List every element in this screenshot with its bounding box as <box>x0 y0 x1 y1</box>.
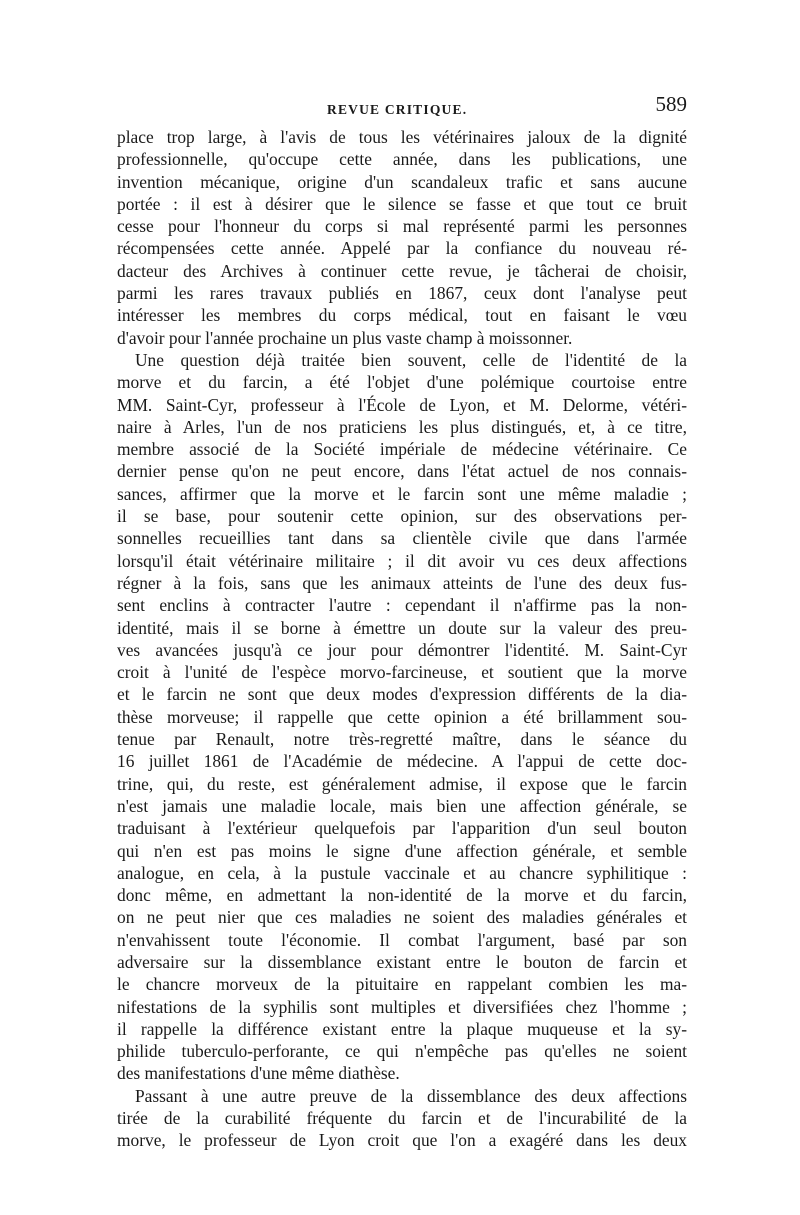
body-text <box>117 126 687 1152</box>
page-number: 589 <box>655 92 687 116</box>
text-line: naire à Arles, l'un de nos praticiens les plus distingués, et, à ce titre, <box>117 416 687 437</box>
text-line: portée : il est à désirer que le silence se fasse et que tout ce bruit <box>117 193 687 214</box>
text-line: morve, le professeur de Lyon croit que l'on a exagéré dans les deux <box>117 1130 687 1151</box>
text-line: philide tuberculo-perforante, ce qui n'empêche pas qu'elles ne soient <box>117 1041 687 1062</box>
text-line: analogue, en cela, à la pustule vaccinale et au chancre syphilitique : <box>117 862 687 883</box>
text-line: récompensées cette année. Appelé par la confiance du nouveau ré- <box>117 238 687 259</box>
text-line: qui n'en est pas moins le signe d'une affection générale, et semble <box>117 840 687 861</box>
text-line: il rappelle la différence existant entre la plaque muqueuse et la sy- <box>117 1018 687 1039</box>
text-line: n'est jamais une maladie locale, mais bien une affection générale, se <box>117 795 687 816</box>
text-line: intéresser les membres du corps médical, tout en faisant le vœu <box>117 305 687 326</box>
text-line: dacteur des Archives à continuer cette revue, je tâcherai de choisir, <box>117 260 687 281</box>
text-line: tenue par Renault, notre très-regretté maître, dans le séance du <box>117 729 687 750</box>
text-line: lorsqu'il était vétérinaire militaire ; il dit avoir vu ces deux affections <box>117 550 687 571</box>
text-line: sances, affirmer que la morve et le farcin sont une même maladie ; <box>117 483 687 504</box>
text-line: MM. Saint-Cyr, professeur à l'École de Lyon, et M. Delorme, vétéri- <box>117 394 687 415</box>
text-line: sent enclins à contracter l'autre : cependant il n'affirme pas la non- <box>117 595 687 616</box>
text-line: cesse pour l'honneur du corps si mal représenté parmi les personnes <box>117 216 687 237</box>
text-line: Une question déjà traitée bien souvent, celle de l'identité de la <box>135 349 687 370</box>
text-line: croit à l'unité de l'espèce morvo-farcineuse, et soutient que la morve <box>117 662 687 683</box>
text-line: et le farcin ne sont que deux modes d'expression différents de la dia- <box>117 684 687 705</box>
text-line: il se base, pour soutenir cette opinion, sur des observations per- <box>117 506 687 527</box>
text-line: parmi les rares travaux publiés en 1867, ceux dont l'analyse peut <box>117 283 687 304</box>
text-line: donc même, en admettant la non-identité de la morve et du farcin, <box>117 885 687 906</box>
text-line: des manifestations d'une même diathèse. <box>117 1063 400 1084</box>
document-page <box>117 92 687 1152</box>
text-line: le chancre morveux de la pituitaire en rappelant combien les ma- <box>117 974 687 995</box>
text-line: dernier pense qu'on ne peut encore, dans l'état actuel de nos connais- <box>117 461 687 482</box>
text-line: 16 juillet 1861 de l'Académie de médecine. A l'appui de cette doc- <box>117 751 687 772</box>
text-line: on ne peut nier que ces maladies ne soient des maladies générales et <box>117 907 687 928</box>
text-line: ves avancées jusqu'à ce jour pour démontrer l'identité. M. Saint-Cyr <box>117 639 687 660</box>
running-head: REVUE CRITIQUE. <box>327 102 468 117</box>
text-line: identité, mais il se borne à émettre un doute sur la valeur des preu- <box>117 617 687 638</box>
text-line: trine, qui, du reste, est généralement admise, il expose que le farcin <box>117 773 687 794</box>
text-line: régner à la fois, sans que les animaux atteints de l'une des deux fus- <box>117 572 687 593</box>
text-line: sonnelles recueillies tant dans sa clientèle civile que dans l'armée <box>117 528 687 549</box>
text-line: professionnelle, qu'occupe cette année, dans les publications, une <box>117 149 687 170</box>
text-line: traduisant à l'extérieur quelquefois par l'apparition d'un seul bouton <box>117 818 687 839</box>
text-line: Passant à une autre preuve de la dissemblance des deux affections <box>135 1085 687 1106</box>
page-header <box>117 92 687 126</box>
text-line: d'avoir pour l'année prochaine un plus vaste champ à moissonner. <box>117 327 573 348</box>
text-line: nifestations de la syphilis sont multiples et diversifiées chez l'homme ; <box>117 996 687 1017</box>
text-line: n'envahissent toute l'économie. Il combat l'argument, basé par son <box>117 929 687 950</box>
text-line: adversaire sur la dissemblance existant entre le bouton de farcin et <box>117 951 687 972</box>
text-line: invention mécanique, origine d'un scandaleux trafic et sans aucune <box>117 171 687 192</box>
text-line: morve et du farcin, a été l'objet d'une polémique courtoise entre <box>117 372 687 393</box>
text-line: tirée de la curabilité fréquente du farcin et de l'incurabilité de la <box>117 1108 687 1129</box>
text-line: thèse morveuse; il rappelle que cette opinion a été brillamment sou- <box>117 706 687 727</box>
text-line: place trop large, à l'avis de tous les vétérinaires jaloux de la dignité <box>117 127 687 147</box>
text-line: membre associé de la Société impériale de médecine vétérinaire. Ce <box>117 439 687 460</box>
